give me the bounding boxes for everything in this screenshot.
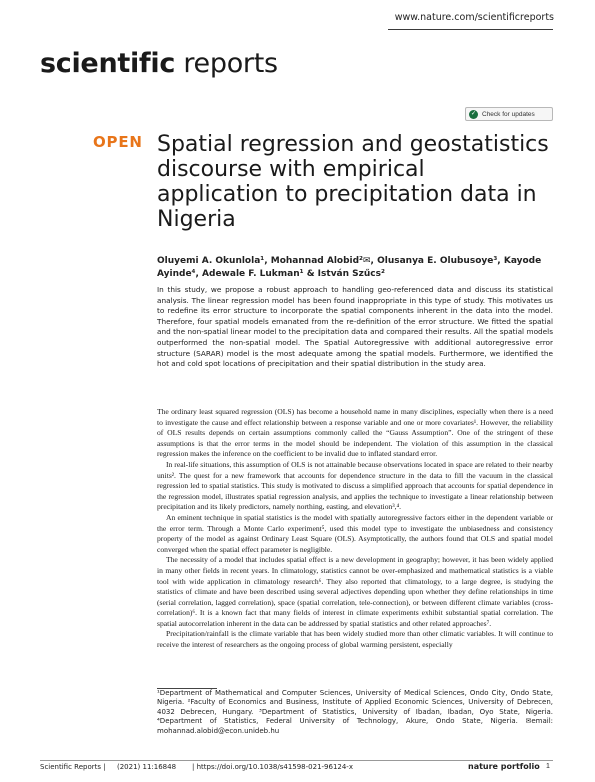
check-icon: ✓	[470, 110, 477, 117]
open-access-label: OPEN	[93, 133, 143, 151]
journal-logo[interactable]	[40, 48, 278, 79]
article-title: Spatial regression and geostatistics discourse with empirical application to precipitation data in Nigeria	[157, 132, 549, 232]
footer-rule	[40, 760, 553, 761]
publisher-logo: nature portfolio	[468, 762, 540, 771]
abstract: In this study, we propose a robust approach to handling geo-referenced data and discuss its statistical analysis. The linear regression model has been found inappropriate in this type of study. This motivates us to redefine its error structure to incorporate the spatial components inherent in the data into the model. Therefore, four spatial models emanated from the re-definition of the error structure. We fitted the spatial and the non-spatial linear model to the precipitation data and compared their results. All the spatial models outperformed the non-spatial model. The Spatial Autoregressive with additional autoregressive error structure (SARAR) model is the most adequate among the spatial models. Furthermore, we identified the hot and cold spot locations of precipitation and their spatial distribution in the study area.	[157, 285, 553, 369]
header-rule	[388, 29, 553, 30]
author-list[interactable]: Oluyemi A. Okunlola¹, Mohannad Alobid²✉, Olusanya E. Olubusoye³, Kayode Ayinde⁴, Adewale F. Lukman¹ & István Szűcs²	[157, 256, 542, 279]
body-paragraph: The ordinary least squared regression (OLS) has become a household name in many disciplines, especially when there is a need to investigate the cause and effect relationship between a response variable and one or more covariates¹. However, the reliability of OLS results depends on certain assumptions commonly called the “Gauss Assumption”. One of the stringent of these assumptions is that the error terms in the model should be independent. The violation of this assumption in the classical regression makes the inference on the coefficient to be invalid due to inflated standard error.	[157, 407, 553, 459]
footer-journal: Scientific Reports |	[40, 763, 106, 771]
body-paragraph: In real-life situations, this assumption of OLS is not attainable because observations located in space are related to their nearby units². The quest for a new framework that accounts for dependence structure in the data to fill the vacuum in the classical regression led to spatial statistics. This study is motivated to discuss a simplified approach that accounts for spatial dependence in the regression model, illustrates spatial regression analysis, and applies the technique to investigate a linear relationship between precipitation and its likely predictors, namely northing, easting, and elevation³,⁴.	[157, 459, 553, 512]
check-for-updates-label: Check for updates	[482, 110, 535, 118]
body-paragraph: Precipitation/rainfall is the climate variable that has been widely studied more than other climatic variables. It will continue to receive the interest of researchers as the ongoing process of global warming persistent, especially	[157, 629, 553, 650]
page-number: 1	[546, 763, 550, 770]
footer-doi-link[interactable]: | https://doi.org/10.1038/s41598-021-96124-x	[192, 763, 353, 771]
body-paragraph: The necessity of a model that includes spatial effect is a new development in geography; however, it has been widely applied in many other fields in recent years. In climatology, statistics cannot be over-emphasized and mathematical statistics is a viable tool with wide application in climatology research⁶. They also reported that climatology, to a large degree, is studying the statistics of climate and have been described using several adjectives depending upon whether they define relationships in time (serial correlation, lagged correlation), space (spatial correlation, tele-connection), or between different climate variables (cross-correlation)⁶. It is a known fact that many fields of interest in climate experiments exhibit substantial spatial correlation. The spatial autocorrelation inherent in the data can be addressed by spatial statistics and other related approaches⁷.	[157, 555, 553, 628]
journal-logo-bold: scientific	[40, 48, 176, 79]
body-paragraph: An eminent technique in spatial statistics is the model with spatially autoregressive factors either in the dependent variable or the error term. Through a Monte Carlo experiment⁵, used this model type to investigate the unbiasedness and consistency property of the model as against Ordinary Least Square (OLS). Asymptotically, the authors found that OLS and spatial model converged when the spatial effect parameter is negligible.	[157, 512, 553, 554]
footer-volume: (2021) 11:16848	[117, 763, 177, 771]
journal-url[interactable]: www.nature.com/scientificreports	[394, 12, 554, 23]
check-for-updates-button[interactable]	[465, 107, 553, 121]
article-body	[157, 407, 553, 651]
affiliations: ¹Department of Mathematical and Computer Sciences, University of Medical Sciences, Ondo City, Ondo State, Nigeria. ²Faculty of Economics and Business, Institute of Applied Economic Sciences, University of Debrecen, 4032 Debrecen, Hungary. ³Department of Statistics, University of Ibadan, Ibadan, Oyo State, Nigeria. ⁴Department of Statistics, Federal University of Technology, Akure, Ondo State, Nigeria. ✉email: mohannad.alobid@econ.unideb.hu	[157, 689, 553, 735]
journal-logo-light: reports	[183, 48, 278, 79]
